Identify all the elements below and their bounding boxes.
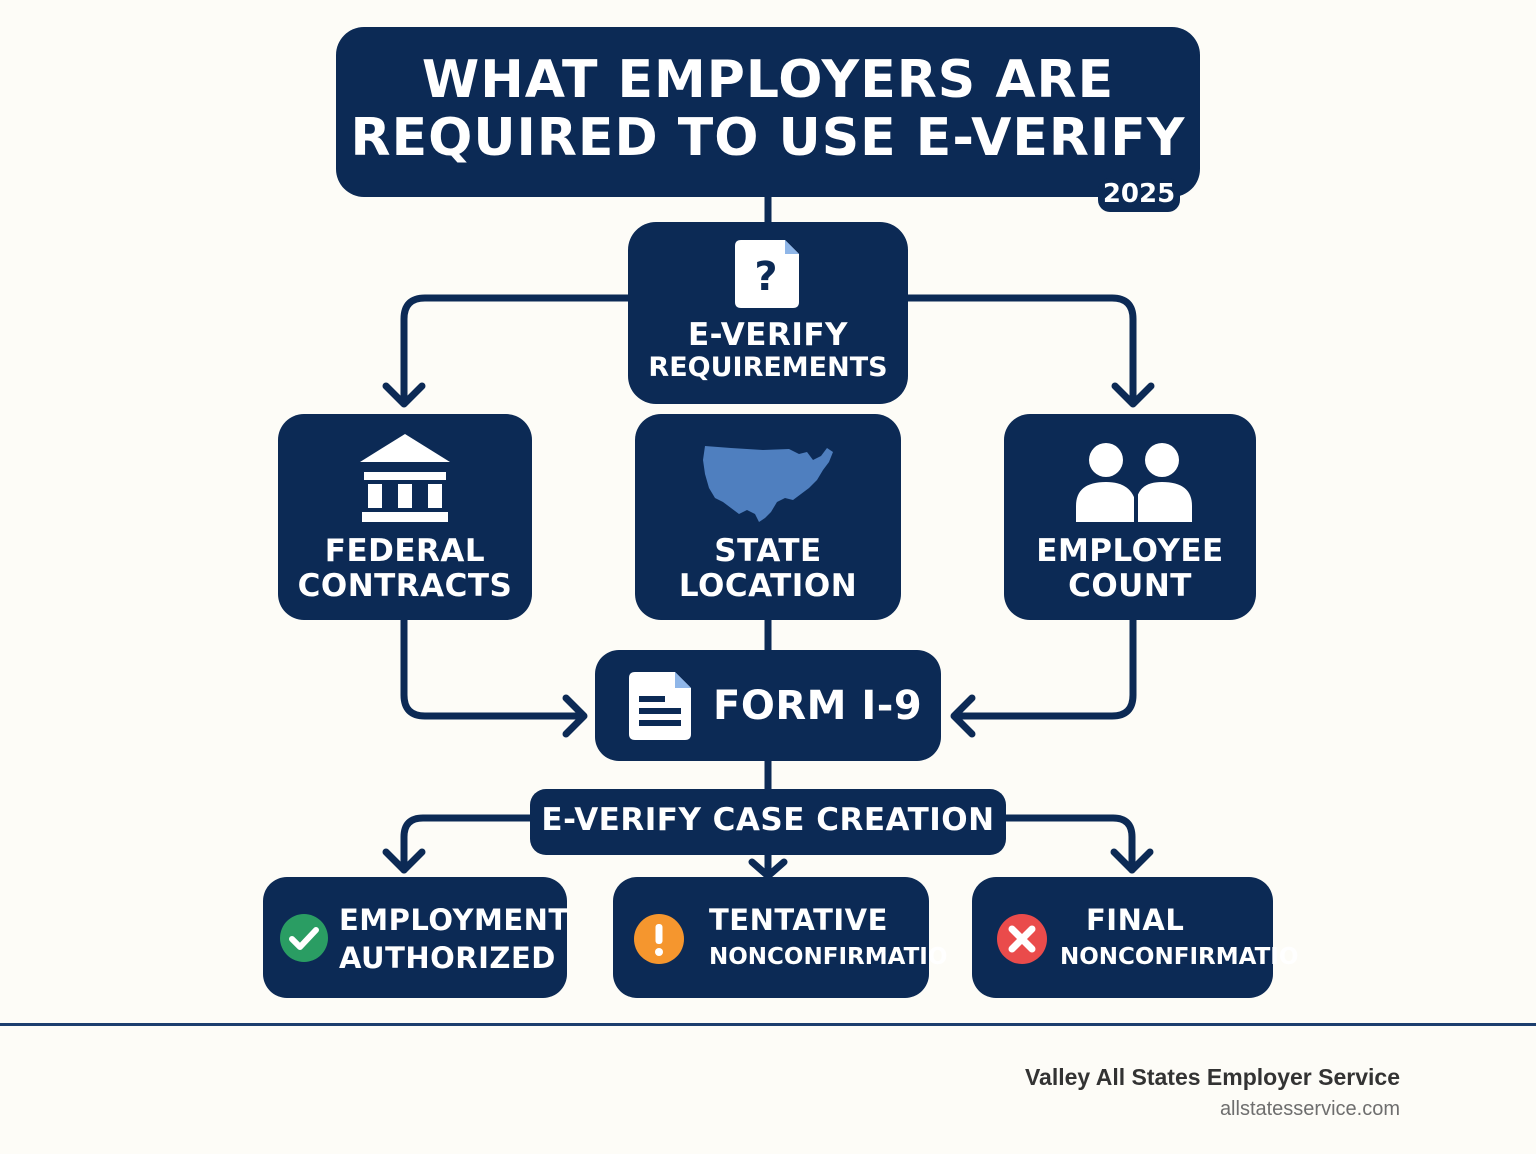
document-icon [627, 670, 693, 742]
government-building-icon [358, 432, 452, 524]
year-badge [1098, 178, 1180, 212]
title-banner [336, 27, 1200, 197]
case-creation-box [530, 789, 1006, 855]
federal-contracts-box [278, 414, 532, 620]
title-line-2: REQUIRED TO USE E-VERIFY [350, 108, 1186, 169]
tentative-line-2: NONCONFIRMATIO [709, 944, 948, 971]
employment-authorized-box [263, 877, 567, 998]
authorized-line-2: AUTHORIZED [339, 941, 556, 976]
employee-line-1: EMPLOYEE [1036, 533, 1224, 569]
exclamation-circle-icon [633, 913, 685, 965]
requirements-box [628, 222, 908, 404]
check-circle-icon [279, 913, 329, 963]
final-line-1: FINAL [1086, 903, 1185, 937]
case-label: E-VERIFY CASE CREATION [541, 802, 995, 838]
requirements-line-1: E-VERIFY [688, 317, 848, 353]
title-line-1: WHAT EMPLOYERS ARE [421, 50, 1115, 110]
tentative-nonconfirmation-box [613, 877, 948, 998]
footer-divider [0, 1023, 1536, 1026]
footer-url: allstatesservice.com [1219, 1098, 1400, 1120]
final-line-2: NONCONFIRMATIO [1060, 944, 1299, 971]
employee-count-box [1004, 414, 1256, 620]
question-document-icon [733, 238, 803, 310]
employee-line-2: COUNT [1068, 567, 1192, 604]
form-i9-box [595, 650, 941, 761]
state-location-box [635, 414, 901, 620]
x-circle-icon [996, 913, 1048, 965]
requirements-line-2: REQUIREMENTS [648, 351, 888, 383]
final-nonconfirmation-box [972, 877, 1299, 998]
federal-line-1: FEDERAL [324, 533, 486, 569]
federal-line-2: CONTRACTS [297, 567, 513, 604]
people-icon [1074, 440, 1194, 524]
us-map-icon [701, 440, 837, 526]
svg-text:?: ? [754, 254, 778, 300]
state-line-2: LOCATION [678, 567, 858, 604]
form-label: FORM I-9 [713, 683, 923, 729]
footer-company: Valley All States Employer Service [1024, 1064, 1400, 1090]
state-line-1: STATE [714, 533, 822, 569]
tentative-line-1: TENTATIVE [709, 903, 888, 937]
year-text: 2025 [1102, 179, 1176, 209]
authorized-line-1: EMPLOYMENT [339, 903, 569, 937]
